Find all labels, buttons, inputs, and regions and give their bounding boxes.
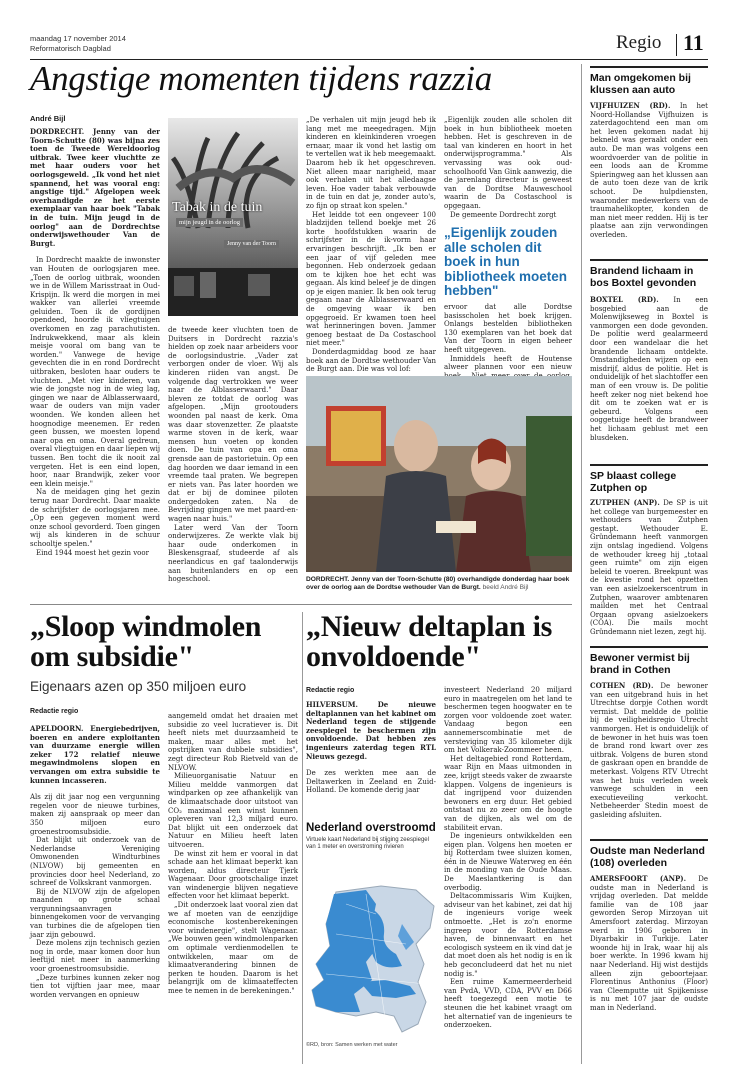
windmolen-column-2 [168,712,298,996]
lead-col1c-text: Eind 1944 moest het gezin voor [36,548,149,557]
sidebar-3-body: De SP is uit het college van burgemeester en wethouders van Zutphen gestapt. Wethouder E. Gründemann heeft vanmorgen zijn ontslag ingediend. Volgens de wethouder kreeg hij „totaal geen ruimte" om zijn eigen beleid te voeren. Breekpunt was de kwestie rond het opzetten van een asielzoekerscentrum in Zutphen, waarover ambtenaren mailden met het Centraal Orgaan opvang asielzoekers (COA). Die mails mocht Gründemann niet lezen, zegt hij. [590,499,708,636]
lead-column-4 [444,116,572,219]
flood-map-graphic [306,818,440,1054]
sidebar-rule-5 [590,839,708,841]
caption-dateline: DORDRECHT. [306,576,350,583]
sidebar-3-headline: SP blaast college Zutphen op [590,470,677,494]
windmolen-headline: „Sloop windmolen om subsidie" [30,610,262,673]
sidebar-4-dateline: COTHEN (RD). [590,681,654,690]
sidebar-4-body: De bewoner van een uitgebrand huis in het Utrechtse dorpje Cothen wordt vermist. Dat meldde de politie bij de veiligheidsregio Utrecht vanmorgen. Het is onduidelijk of de bewoner in het huis was toen de brand rond kwart over zes uitbrak. Volgens de buren stond de gaskraan open en brandde de meterkast. Volgens RTV Utrecht was het huis verleden week vanwege schulden in een executieveiling verkocht. Netbeheerder Stedin moest de gasleiding afsluiten. [590,682,708,819]
lead-dateline: DORDRECHT. [30,127,85,136]
map-title: Nederland overstroomd [306,822,436,834]
lead-col2b-text: Later werd Van der Toorn onderwijzeres. Ze werkte vlak bij haar oude onderkomen in Bleskensgraaf, studeerde af als neerlandicus en gaf taalonderwijs aan buitenlanders en op een hogeschool. [168,523,298,584]
issue-date: maandag 17 november 2014 [30,34,126,43]
sidebar-top-rule [590,66,708,68]
sidebar-2-text [590,296,708,442]
sidebar-3-dateline: ZUTPHEN (ANP). [590,498,660,507]
deltaplan-col2b-text: Het deltagebied rond Rotterdam, waar Rijn en Maas uitmonden in zee, krijgt steeds vaker de zwaarste klappen. Volgens de ingenieurs is dat ingrijpend voor duizenden bewoners en erg duur. Het gebied ontstaat nu zo zeer om de hoogte van de dijken, als wel om de stabiliteit ervan. [444,754,572,832]
sidebar-5-text [590,875,708,1013]
lead-col2-text: de tweede keer vluchten toen de Duitsers in Dordrecht razzia's hielden op zoek naar arbeiders voor de oorlogsindustrie. „Vader zat verborgen onder de vloer. Wij als kinderen riiden van angst. De volgende dag vertrokken we weer naar de Alblasserwaard." Daar bleven ze totdat de oorlog was afgelopen. „Mijn grootouders woonden pal naast de kerk. Oma was daar stovenzetter. Ze plaatste warme stoven in de kerk, waar mensen hun voeten op konden doen. De tuin van opa en oma grensde aan de pastorietuin. Op een dag hoorden we daar iemand in een vreemde taal praten. We begrepen er niets van. Pas later hoorden we dat er bij de dominee piloten ondergedoken zaten. Na de Bevrijding gingen we met paard-en-wagen naar huis." [168,326,298,524]
sidebar-3-text [590,499,708,637]
article-divider [302,612,303,1064]
lead-col3b-text: Het leidde tot een ongeveer 100 bladzijden tellend boekje met 26 korte hoofdstukken waarin de schrijfster in de ik-vorm haar ervaringen beschrijft. „Ik ben er een jaar of vijf geleden mee begonnen. Heb onderzoek gedaan om te kijken hoe het echt was gegaan. Als kind beleef je de dingen op je eigen manier. Ik ben ook terug gegaan naar de Alblasserwaard en de omgeving waar ik ben opgegroeid. Er kwamen toen heel wat herinneringen boven. Jammer genoeg bestaat de Da Costaschool niet meer." [306,210,436,348]
page-number: 11 [683,30,704,55]
sidebar-rule-3 [590,464,708,466]
sidebar-2-headline: Brandend lichaam in bos Boxtel gevonden [590,265,697,289]
photo-caption [306,576,572,592]
lead-col3-text: „De verhalen uit mijn jeugd heb ik lang met me meegedragen. Mijn kinderen en kleinkinderen vroegen ernaar, maar ik vond het lastig om te vertellen wat ik heb meegemaakt. Daarom heb ik het opgeschreven. Niet alleen maar narigheid, maar ook verhalen uit het alledaagse leven. Hoe vader tabak verbouwde in de tuin en dat je, zonder auto's, zo fijn op straat kon spelen." [306,116,437,210]
lead-headline: Angstige momenten tijdens razzia [30,59,492,98]
handover-photo [306,376,572,572]
sidebar-2-dateline: BOXTEL (RD). [590,295,659,304]
deltaplan-col1-text: De zes werkten mee aan de Deltawerken in Zeeland en Zuid-Holland. De komende derig jaar [306,769,436,795]
book-cover-illustration [168,118,298,316]
windmolen-col1e-text: „Deze turbines kunnen zeker nog tien tot vijftien jaar mee, maar worden vervangen en opnieuw [30,973,160,999]
lead-col1b-text: Na de meidagen ging het gezin terug naar Dordrecht. Daar maakte de schrijfster de oorlogsjaren mee. „Op een gegeven moment werd onze school gevorderd. Toen gingen wij als kinderen in de schuur schooltje spelen." [30,488,160,548]
sidebar-1-headline: Man omgekomen bij klussen aan auto [590,72,691,96]
handover-photo-illustration [306,376,572,572]
windmolen-col1b-text: Dat blijkt uit onderzoek van de Nederlandse Vereniging Omwonenden Windturbines (NLVOW) bij gemeenten en provincies door heel Nederland, zo schreef de Volkskrant vanmorgen. [30,836,160,888]
sidebar-1-text [590,102,708,240]
windmolen-col2d-text: „Dit onderzoek laat vooral zien dat we af moeten van de eenzijdige economische kostenberekeningen voor windenergie", stelt Wagenaar. „We bouwen geen windmolenparken om optimale verdienmodellen te ontwikkelen, maar om de klimaatverandering binnen de perken te houden. Daarom is het belangrijk om de klimaateffecten mee te nemen in de berekeningen." [168,901,298,995]
deltaplan-headline: „Nieuw deltaplan is onvoldoende" [306,610,553,673]
lead-column-1 [30,128,160,557]
lead-col1-text: In Dordrecht maakte de inwonster van Houten de oorlogsjaren mee. „Toen de oorlog uitbrak, woonden we in de Willem Marisstraat in Oud-Krispijn. Ik werd die morgen in mei wakker van allerlei vreemde geluiden. Toen ik de gordijnen opendeed, hoorde ik vliegtuigen overkomen en zag parachutisten. Indrukwekkend, maar als klein meisje vooral om bang van te worden." Vanwege de hevige gevechten die in en rond Dordrecht uitbraken, besloten haar ouders te vluchten. „Met vier kinderen, van wie de jongste nog in de wieg lag, gingen we naar de Alblasserwaard, waar de ouders van mijn vader woonden. We konden alleen het hoognodige meenemen. Er reden geen bussen, we moesten lopend naar opa en oma. Overal gedreun, overal vliegtuigen en daar liepen wij tussen. Ben tocht die ik nooit zal vergeten. Het is een eind lopen, hoor, naar Brandwijk, zeker voor een klein meisje." [30,256,160,488]
sidebar-5-headline: Oudste man Nederland (108) overleden [590,845,705,869]
lead-intro: Jenny van der Toorn-Schutte (80) was bijna zes toen de Tweede Wereldoorlog uitbrak. Twee keer vluchtte ze met haar ouders voor het oorlogsgeweld. „Ik vond het niet spannend, het was vooral eng: angstige tijd." Afgelopen week overhandigde ze het eerste exemplaar van haar boek "Tabak in de tuin. Mijn jeugd in de oorlog" aan de Dordrechtse onderwijswethouder Van de Burgt. [30,127,160,248]
sidebar-1-dateline: VIJFHUIZEN (RD). [590,101,671,110]
windmolen-col2-text: aangemeld omdat het draaien met subsidie zo veel lucratiever is. Dit heeft niets met duurzaamheid te maken, maar alles met het opstrijken van dubbele subsidies", zegt directeur Rob Rietveld van de NLVOW. [168,712,298,772]
lead-column-3 [306,116,436,374]
lead-column-2 [168,326,298,584]
map-description: Virtuele kaart Nederland bij stijging zeespiegel van 1 meter en overstroming rivieren [306,837,429,850]
sidebar-divider [581,64,582,1064]
sidebar-1-body: In het Noord-Hollandse Vijfhuizen is zaterdagochtend een man om het leven gekomen nadat hij bekneld was geraakt onder een auto. De man was volgens een woordvoerder van de politie in een loods aan de Kromme Spieringweg aan het klussen aan de auto toen deze van de krik schoot. De hulpdiensten, waaronder medewerkers van de traumahelikopter, konden de man niet meer redden. Hij is ter plaatse aan zijn verwondingen overleden. [590,102,708,239]
caption-text: Jenny van der Toorn-Schutte (80) overhandigde donderdag haar boek over de oorlog aan de Dordtse wethouder Van de Burgt. [306,576,570,591]
windmolen-col2c-text: De winst zit hem er vooral in dat schade aan het klimaat beperkt kan worden, aldus directeur Tjerk Wagenaar. Door grootschalige inzet van windenergie blijven negatieve effecten voor het klimaat beperkt. [168,849,298,901]
windmolen-author: Redactie regio [30,708,79,715]
photo-credit: beeld André Bijl [482,584,529,591]
deltaplan-col2-text: investeert Nederland 20 miljard euro in maatregelen om het land te beschermen tegen hoogwater en te zorgen voor voldoende zoet water. Vandaag begon een aannemerscombinatie met de versteviging van 35 kilometer dijk om het Volkerak-Zoommeer heen. [444,686,572,755]
sidebar-4-headline: Bewoner vermist bij brand in Cothen [590,652,690,676]
lead-author: André Bijl [30,114,66,123]
lead-col4b-text: De gemeente Dordrecht zorgt [450,210,557,219]
windmolen-column-1 [30,725,160,999]
sidebar-rule-4 [590,646,708,648]
lead-col4c-text: ervoor dat alle Dordtse basisscholen het boek krijgen. Onlangs bestelden bibliotheken 130 exemplaren van het boek dat Van der Toorn in eigen beheer heeft uitgegeven. [444,303,572,354]
deltaplan-intro: De nieuwe deltaplannen van het kabinet om Nederland tegen de stijgende zeespiegel te beschermen zijn onvoldoende. Dat hebben zes ingenieurs zaterdag tegen RTL Nieuws gezegd. [306,700,436,761]
windmolen-subhead: Eigenaars azen op 350 miljoen euro [30,679,247,694]
windmolen-col1c-text: Bij de NLVOW zijn de afgelopen maanden op grote schaal vergunningsaanvragen binnengekomen voor de vervanging van turbines die de afgelopen tien jaar zijn gebouwd. [30,887,160,939]
netherlands-map [306,884,440,1034]
deltaplan-col2c-text: De ingenieurs ontwikkelden een eigen plan. Volgens hen moeten er bij Rotterdam twee sluizen komen, één in de Nieuwe Waterweg en één in de monding van de Oude Maas. De Maeslantkering is dan overbodig. [444,832,572,892]
sidebar-4-text [590,682,708,820]
sidebar-rule-2 [590,259,708,261]
windmolen-col2b-text: Milieuorganisatie Natuur en Milieu meldde vanmorgen dat windparken op zee afhankelijk van de klimaatschade door uitstoot van CO₂ maximaal een winst kunnen opleveren van 12,3 miljard euro. Dat blijkt uit een onderzoek dat Natuur en Milieu heeft laten uitvoeren. [168,772,298,849]
lead-col3c-text: Donderdagmiddag bood ze haar boek aan de Dordtse wethouder Van de Burgt aan. Die was vol lof: [306,348,436,374]
section-name: Regio [616,32,662,53]
header-divider [676,34,677,56]
windmolen-col1-text: Als zij dit jaar nog een vergunning regelen voor de nieuwe turbines, maken zij aanspraak op meer dan 350 miljoen euro groenestroomsubsidie. [30,793,160,836]
deltaplan-col2d-text: Deltacommissaris Wim Kuijken, adviseur van het kabinet, zei dat hij de ingenieurs vorige week ontmoette. „Het is zo'n enorme ingreep voor de Rotterdamse haven, de binnenvaart en het ecologisch systeem en ik vind dat je dat moet doen als het nodig is en ik heb geconcludeerd dat het nu niet nodig is." [444,892,572,978]
deltaplan-col2e-text: Een ruime Kamermeerderheid van PvdA, VVD, CDA, PVV en D66 heeft toegezegd een motie te steunen die het kabinet vraagt om het alternatief van de ingenieurs te onderzoeken. [444,978,572,1030]
book-subtitle: mijn jeugd in de oorlog [176,218,243,227]
lead-bottom-rule [30,604,572,605]
book-title: Tabak in de tuin [172,200,263,215]
deltaplan-author: Redactie regio [306,687,355,694]
sidebar-5-dateline: AMERSFOORT (ANP). [590,874,687,883]
pull-quote: „Eigenlijk zouden alle scholen dit boek in hun bibliotheek moeten hebben" [444,225,568,298]
windmolen-col1d-text: Deze molens zijn technisch gezien nog in orde, maar komen door hun leeftijd niet meer in aanmerking voor groenestroomsubsidie. [30,939,160,974]
paper-name: Reformatorisch Dagblad [30,44,111,53]
sidebar-2-body: In een bosgebied aan de Molenwijkseweg in Boxtel is vanmorgen een dode gevonden. De politie werd gealarmeerd door een wandelaar die het brandende lichaam ontdekte. Omstandigheden wijzen op een misdrijf, aldus de politie. Het is onduidelijk of het slachtoffer een man of een vrouw is. De politie heeft zeker nog niet bekend hoe dit om te zoeken wat er is gebeurd. Volgens een ooggetuige heeft de brandweer het lichaam geblust met een blusdeken. [590,296,709,442]
book-author: Jenny van der Toorn [224,240,279,248]
sidebar-5-body: De oudste man in Nederland is vrijdag overleden. Dat meldde familie van de 108 jaar geworden Serop Mirzoyan uit Amersfoort zaterdag. Mirzoyan werd in 1906 geboren in Diyarbakir in Turkije. Later woonde hij in Irak, waar hij als boer werkte. In 1996 kwam hij naar Nederland. Hij wist destijds alleen zijn geboortejaar. Florentinus Anthonius (Floor) van Cleemputte uit Spijkenisse is nu met 107 jaar de oudste man in Nederland. [590,875,708,1012]
lead-col4d-text: Inmiddels heeft de Houtense alweer plannen voor een nieuw [444,354,572,372]
deltaplan-dateline: HILVERSUM. [306,700,358,709]
deltaplan-column-1 [306,701,436,795]
lead-col4-text: „Eigenlijk zouden alle scholen dit boek in hun bibliotheek moeten hebben. Het is geschreven in de taal van kinderen en hoort in het onderwijsprogramma." Als vervassing was ook oud-schoolhoofd Van Gink aanwezig, die de jarenlang directeur is geweest van de Dordtse Mauweschool waarin de Da Costaschool is opgegaan. [444,116,572,210]
windmolen-intro: Energiebedrijven, boeren en andere exploitanten van duurzame energie willen zeker 172 relatief nieuwe megawindmolens slopen en vervangen om extra subsidie te kunnen incasseren. [30,724,160,785]
deltaplan-column-2 [444,686,572,1030]
windmolen-dateline: APELDOORN. [30,724,84,733]
map-source: ©RD, bron: Samen werken met water [306,1042,398,1048]
book-cover [168,118,298,316]
